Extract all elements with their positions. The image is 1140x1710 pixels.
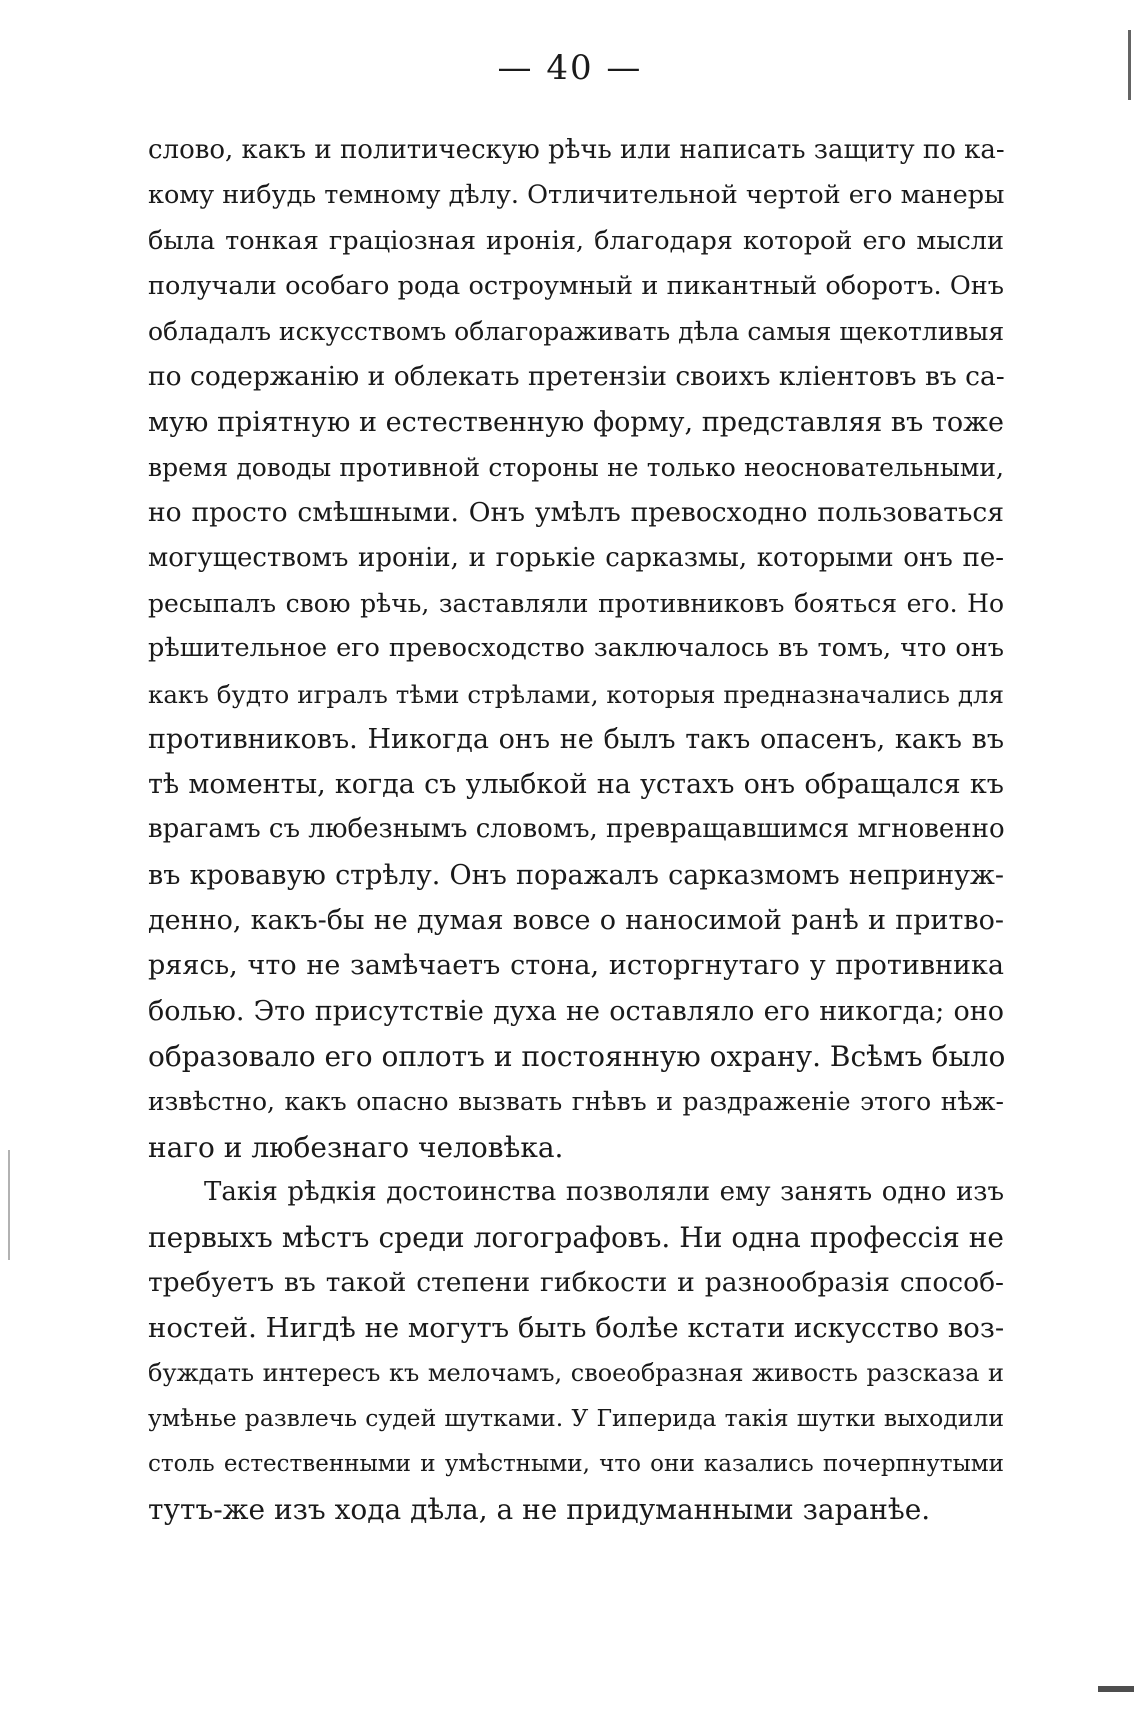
text-line: по содержанію и облекать претензіи своихъ кліентовъ въ са- (148, 361, 1005, 393)
text-line: слово, какъ и политическую рѣчь или написать защиту по ка- (148, 135, 1005, 165)
text-line: ряясь, что не замѣчаетъ стона, исторгнутаго у противника (148, 950, 1004, 982)
text-line: врагамъ съ любезнымъ словомъ, превращавшимся мгновенно (148, 814, 1005, 845)
body-text (148, 128, 1004, 1532)
text-line: тѣ моменты, когда съ улыбкой на устахъ онъ обращался къ (148, 769, 1004, 801)
text-line: ресыпалъ свою рѣчь, заставляли противниковъ бояться его. Но (148, 588, 1004, 618)
text-line: ностей. Нигдѣ не могутъ быть болѣе кстати искусство воз- (148, 1311, 1005, 1344)
text-line: извѣстно, какъ опасно вызвать гнѣвъ и раздраженіе этого нѣж- (148, 1087, 1004, 1117)
text-line: требуетъ въ такой степени гибкости и разнообразія способ- (148, 1267, 1004, 1299)
text-line: денно, какъ-бы не думая вовсе о наносимой ранѣ и притво- (148, 905, 1004, 937)
text-line: столь естественными и умѣстными, что они казались почерпнутыми (148, 1450, 1004, 1477)
text-line: но просто смѣшными. Онъ умѣлъ превосходно пользоваться (148, 497, 1004, 529)
text-line: была тонкая граціозная иронія, благодаря которой его мысли (148, 225, 1004, 256)
scan-edge-mark (1128, 30, 1131, 100)
text-line: Такія рѣдкія достоинства позволяли ему занять одно изъ (204, 1176, 1004, 1207)
paragraph-2 (148, 1170, 1004, 1532)
text-line: въ кровавую стрѣлу. Онъ поражалъ сарказмомъ непринуж- (148, 859, 1004, 891)
text-line: могуществомъ ироніи, и горькіе сарказмы, которыми онъ пе- (148, 542, 1004, 573)
text-line: образовало его оплотъ и постоянную охрану. Всѣмъ было (148, 1039, 1006, 1073)
scan-corner-mark (1098, 1686, 1134, 1692)
text-line: время доводы противной стороны не только неосновательными, (148, 453, 1004, 483)
page-number: — 40 — (497, 48, 643, 88)
text-line: буждать интересъ къ мелочамъ, своеобразная живость разсказа и (148, 1359, 1004, 1388)
scan-edge-mark (8, 1150, 10, 1260)
paragraph-1 (148, 128, 1004, 1170)
text-line: получали особаго рода остроумный и пикантный оборотъ. Онъ (148, 270, 1004, 301)
text-line: обладалъ искусствомъ облагораживать дѣла самыя щекотливыя (148, 317, 1005, 347)
text-line: рѣшительное его превосходство заключалось въ томъ, что онъ (148, 633, 1004, 664)
text-line: какъ будто игралъ тѣми стрѣлами, которыя предназначались для (148, 679, 1004, 709)
text-line: кому нибудь темному дѣлу. Отличительной чертой его манеры (148, 180, 1005, 211)
text-line: умѣнье развлечь судей шутками. У Гиперида такія шутки выходили (148, 1404, 1004, 1433)
text-line: первыхъ мѣстъ среди логографовъ. Ни одна профессія не (148, 1221, 1004, 1255)
text-line: тутъ-же изъ хода дѣла, а не придуманными заранѣе. (148, 1492, 931, 1526)
text-line: наго и любезнаго человѣка. (148, 1130, 564, 1164)
text-line: противниковъ. Никогда онъ не былъ такъ опасенъ, какъ въ (148, 723, 1004, 755)
text-line: болью. Это присутствіе духа не оставляло его никогда; оно (148, 995, 1004, 1027)
text-line: мую пріятную и естественную форму, представляя въ тоже (148, 406, 1004, 438)
